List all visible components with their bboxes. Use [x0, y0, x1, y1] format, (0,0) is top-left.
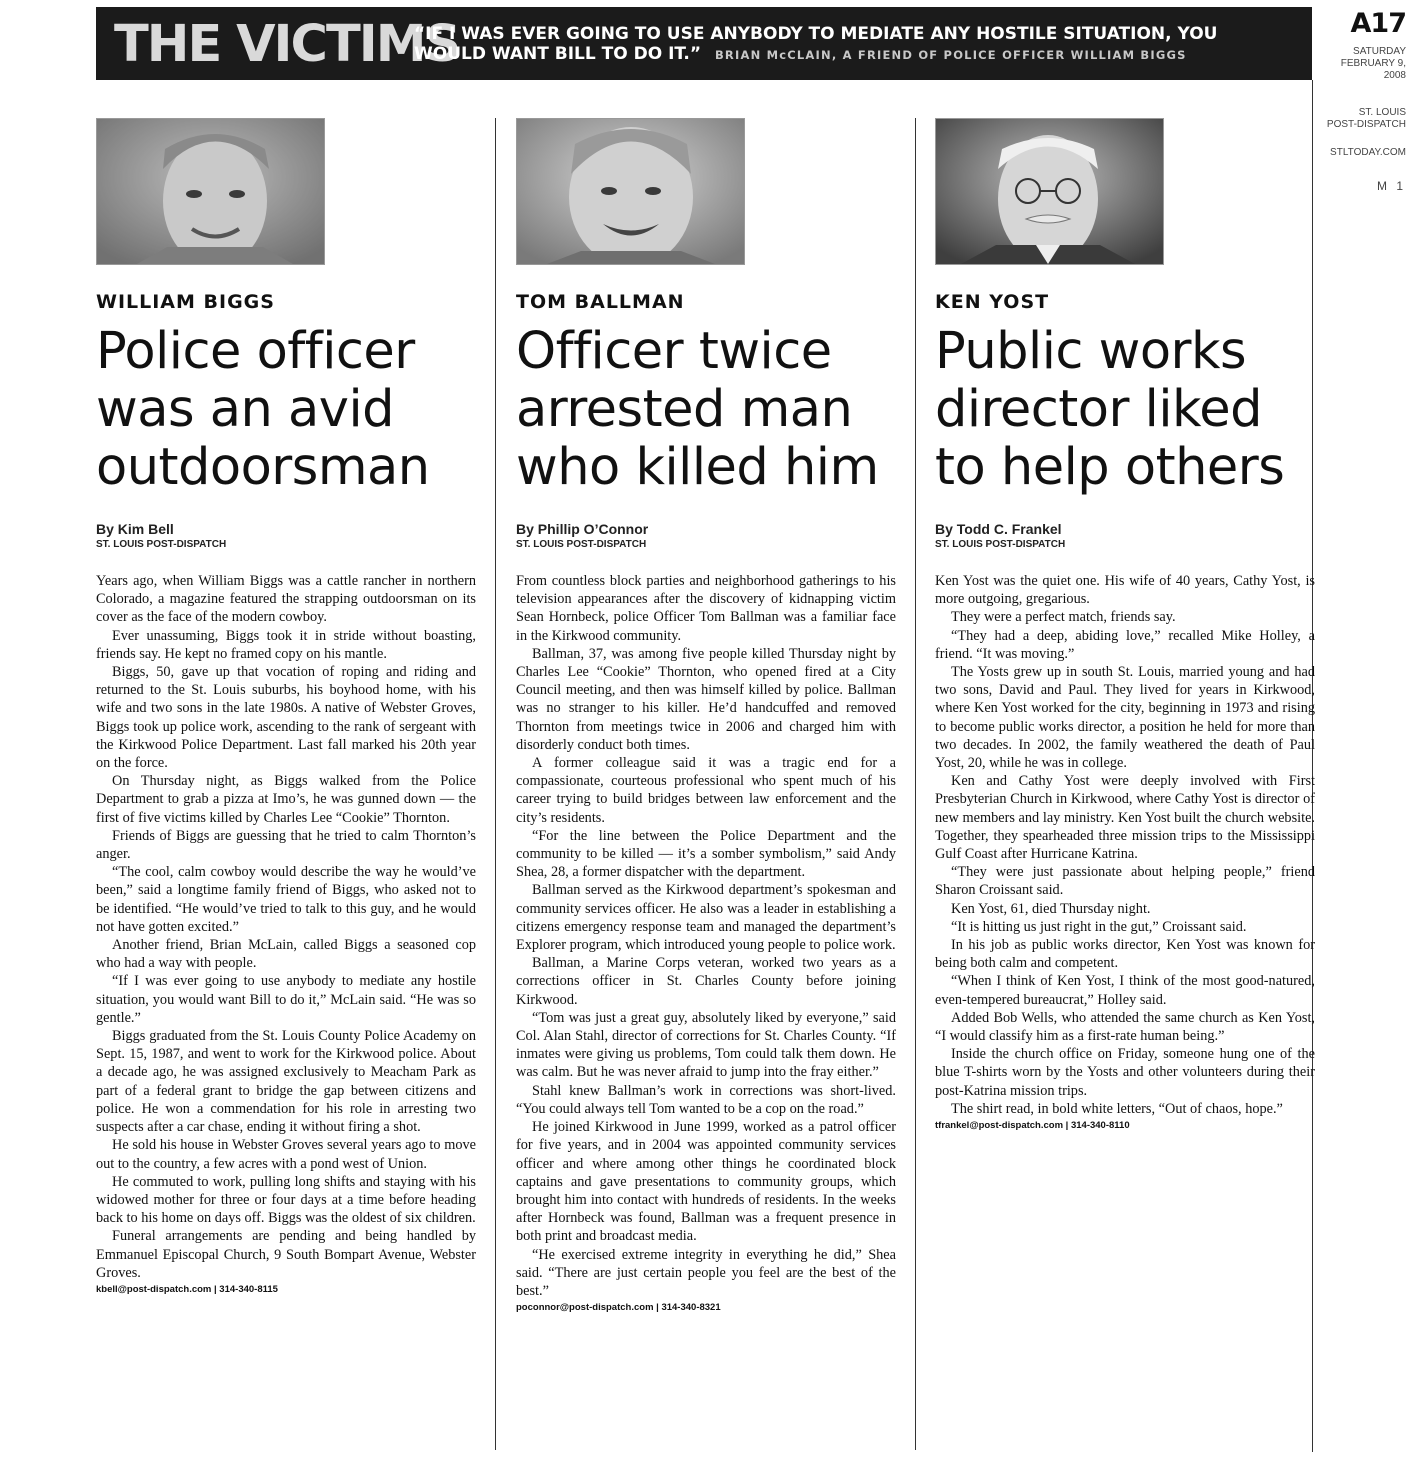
article-body: [96, 572, 476, 1282]
byline-paper: ST. LOUIS POST-DISPATCH: [935, 539, 1066, 550]
paragraph: Biggs, 50, gave up that vocation of roping and riding and returned to the St. Louis suburbs, his boyhood home, with his wife and two sons in the late 1980s. A native of Webster Groves, Biggs took up police work, ascending to the rank of sergeant with the Kirkwood Police Department. Last fall marked his 20th year on the force.: [96, 664, 476, 772]
website: STLTODAY.COM: [1330, 147, 1406, 158]
author-contact: kbell@post-dispatch.com | 314-340-8115: [96, 1283, 278, 1295]
paragraph: Another friend, Brian McLain, called Biggs a seasoned cop who had a way with people.: [96, 937, 476, 972]
paper-name-line2: POST-DISPATCH: [1326, 119, 1406, 130]
paragraph: Years ago, when William Biggs was a cattle rancher in northern Colorado, a magazine featured the strapping outdoorsman on its cover as the face of the modern cowboy.: [96, 573, 476, 626]
paragraph: “Tom was just a great guy, absolutely liked by everyone,” said Col. Alan Stahl, director of corrections for St. Charles County. “If inmates were giving us problems, Tom could talk them down. He was calm. But he was never afraid to jump into the fray either.”: [516, 1009, 896, 1081]
paragraph: “He exercised extreme integrity in everything he did,” Shea said. “There are just certain people you feel are the best of the best.”: [516, 1246, 896, 1299]
paragraph: “It is hitting us just right in the gut,” Croissant said.: [951, 918, 1247, 935]
page-number: A17: [1350, 8, 1406, 39]
victim-name: TOM BALLMAN: [516, 291, 685, 313]
article-body: [516, 572, 896, 1300]
paragraph: “The cool, calm cowboy would describe the way he would’ve been,” said a longtime family friend of Biggs, who asked not to be identified. “He would’ve tried to talk to this guy, and he would not have gotten excited.”: [96, 864, 476, 935]
story-ballman: [516, 118, 896, 1313]
paragraph: Ever unassuming, Biggs took it in stride without boasting, friends say. He kept no framed copy on his mantle.: [96, 627, 476, 662]
paragraph: Biggs graduated from the St. Louis County Police Academy on Sept. 15, 1987, and went to work for the Kirkwood police. About a decade ago, he was assigned exclusively to Meacham Park as part of a federal grant to bridge the gap between citizens and police. He won a commendation for his role in arresting two suspects after a car chase, ending it without firing a shot.: [96, 1028, 476, 1136]
headline: Police officer was an avid outdoorsman: [96, 322, 430, 497]
victim-name: KEN YOST: [935, 291, 1050, 313]
headline: Officer twice arrested man who killed him: [516, 322, 879, 497]
paragraph: In his job as public works director, Ken Yost was known for being both calm and competent.: [935, 937, 1315, 972]
paragraph: Funeral arrangements are pending and being handled by Emmanuel Episcopal Church, 9 South Bompart Avenue, Webster Groves.: [96, 1228, 476, 1281]
paragraph: He commuted to work, pulling long shifts and staying with his widowed mother for three or four days at a time before heading back to his home on days off. Biggs was the oldest of six children.: [96, 1173, 476, 1227]
article-body: [935, 572, 1315, 1118]
paragraph: Added Bob Wells, who attended the same church as Ken Yost, “I would classify him as a first-rate human being.”: [935, 1009, 1315, 1045]
paragraph: Ballman, 37, was among five people killed Thursday night by Charles Lee “Cookie” Thornton, who opened fired at a City Council meeting, and then was himself killed by police. Ballman was no stranger to his killer. He’d handcuffed and removed Thornton from meetings twice in 2006 and charged him with disorderly conduct both times.: [516, 645, 896, 753]
paragraph: Friends of Biggs are guessing that he tried to calm Thornton’s anger.: [96, 827, 476, 863]
paragraph: On Thursday night, as Biggs walked from the Police Department to grab a pizza at Imo’s, he was gunned down — the first of five victims killed by Charles Lee “Cookie” Thornton.: [96, 773, 476, 826]
pull-quote: [414, 24, 1294, 65]
paragraph: Ken Yost was the quiet one. His wife of 40 years, Cathy Yost, is more outgoing, gregarious.: [935, 573, 1315, 608]
byline-paper: ST. LOUIS POST-DISPATCH: [516, 539, 647, 550]
paragraph: He joined Kirkwood in June 1999, worked as a patrol officer for five years, and in 2004 was appointed community services officer and where among other things he coordinated block captains and gave presentations to community groups, which brought him into contact with hundreds of residents. In the weeks after Hornbeck was found, Ballman was a frequent presence in both print and broadcast media.: [516, 1119, 896, 1245]
paragraph: “If I was ever going to use anybody to mediate any hostile situation, you would want Bill to do it,” McLain said. “He was so gentle.”: [96, 973, 476, 1026]
paragraph: He sold his house in Webster Groves several years ago to move out to the country, a few acres with a pond west of Union.: [96, 1137, 476, 1172]
paragraph: “For the line between the Police Department and the community to be killed — it’s a somber symbolism,” said Andy Shea, 28, a former dispatcher with the department.: [516, 827, 896, 881]
paragraph: “They were just passionate about helping people,” friend Sharon Croissant said.: [935, 864, 1315, 899]
portrait-photo: [96, 118, 325, 265]
section-kicker: THE VICTIMS: [114, 15, 460, 74]
victim-name: WILLIAM BIGGS: [96, 291, 275, 313]
portrait-photo: [516, 118, 745, 265]
paragraph: From countless block parties and neighborhood gatherings to his television appearances after the discovery of kidnapping victim Sean Hornbeck, police Officer Tom Ballman was a familiar face in the Kirkwood community.: [516, 573, 896, 644]
author-contact: tfrankel@post-dispatch.com | 314-340-8110: [935, 1120, 1130, 1132]
author-contact: poconnor@post-dispatch.com | 314-340-8321: [516, 1302, 721, 1314]
paragraph: Ballman, a Marine Corps veteran, worked two years as a corrections officer in St. Charles County before joining Kirkwood.: [516, 955, 896, 1008]
column-divider: [915, 118, 916, 1450]
pull-quote-attribution: BRIAN McCLAIN, A FRIEND OF POLICE OFFICER WILLIAM BIGGS: [714, 48, 1187, 62]
paragraph: “When I think of Ken Yost, I think of the most good-natured, even-tempered bureaucrat,” Holley said.: [935, 973, 1315, 1008]
portrait-photo: [935, 118, 1164, 265]
date-day: SATURDAY: [1353, 46, 1406, 57]
edition-code: M 1: [1376, 179, 1406, 193]
paper-name-line1: ST. LOUIS: [1358, 107, 1406, 118]
column-divider: [495, 118, 496, 1450]
paragraph: The shirt read, in bold white letters, “Out of chaos, hope.”: [951, 1100, 1283, 1117]
byline: By Phillip O’Connor: [516, 521, 649, 537]
banner: [96, 7, 1312, 80]
date-year: 2008: [1383, 70, 1406, 81]
byline: By Kim Bell: [96, 521, 174, 537]
headline: Public works director liked to help others: [935, 322, 1285, 497]
paragraph: They were a perfect match, friends say.: [951, 609, 1176, 626]
story-yost: [935, 118, 1315, 1131]
paragraph: A former colleague said it was a tragic end for a compassionate, courteous professional who spent much of his career trying to build bridges between law enforcement and the city’s residents.: [516, 755, 896, 826]
page-sidebar: [1318, 8, 1406, 193]
paragraph: The Yosts grew up in south St. Louis, married young and had two sons, David and Paul. They lived for years in Kirkwood, where Ken Yost worked for the city, beginning in 1973 and rising to become public works director, a position he held for more than two decades. In 2002, the family weathered the death of Paul Yost, 20, while he was in college.: [935, 664, 1315, 772]
byline-paper: ST. LOUIS POST-DISPATCH: [96, 539, 227, 550]
pull-quote-text: “IF I WAS EVER GOING TO USE ANYBODY TO MEDIATE ANY HOSTILE SITUATION, YOU WOULD WANT BILL TO DO IT.”: [414, 24, 1218, 64]
paragraph: Ken and Cathy Yost were deeply involved with First Presbyterian Church in Kirkwood, where Cathy Yost is director of new members and lay ministry. Ken Yost built the church website. Together, they spearheaded three mission trips to the Mississippi Gulf Coast after Hurricane Katrina.: [935, 773, 1315, 863]
paragraph: “They had a deep, abiding love,” recalled Mike Holley, a friend. “It was moving.”: [935, 627, 1315, 662]
paragraph: Stahl knew Ballman’s work in corrections was short-lived. “You could always tell Tom wanted to be a cop on the road.”: [516, 1082, 896, 1117]
date-month-day: FEBRUARY 9,: [1340, 58, 1406, 69]
story-biggs: [96, 118, 476, 1295]
paragraph: Ballman served as the Kirkwood department’s spokesman and community services officer. He also was a leader in establishing a citizens emergency response team and managed the department’s Explorer program, which introduced young people to police work.: [516, 882, 896, 954]
byline: By Todd C. Frankel: [935, 521, 1062, 537]
paragraph: Inside the church office on Friday, someone hung one of the blue T-shirts worn by the Yosts and other volunteers during their post-Katrina mission trips.: [935, 1046, 1315, 1099]
paragraph: Ken Yost, 61, died Thursday night.: [951, 900, 1151, 917]
